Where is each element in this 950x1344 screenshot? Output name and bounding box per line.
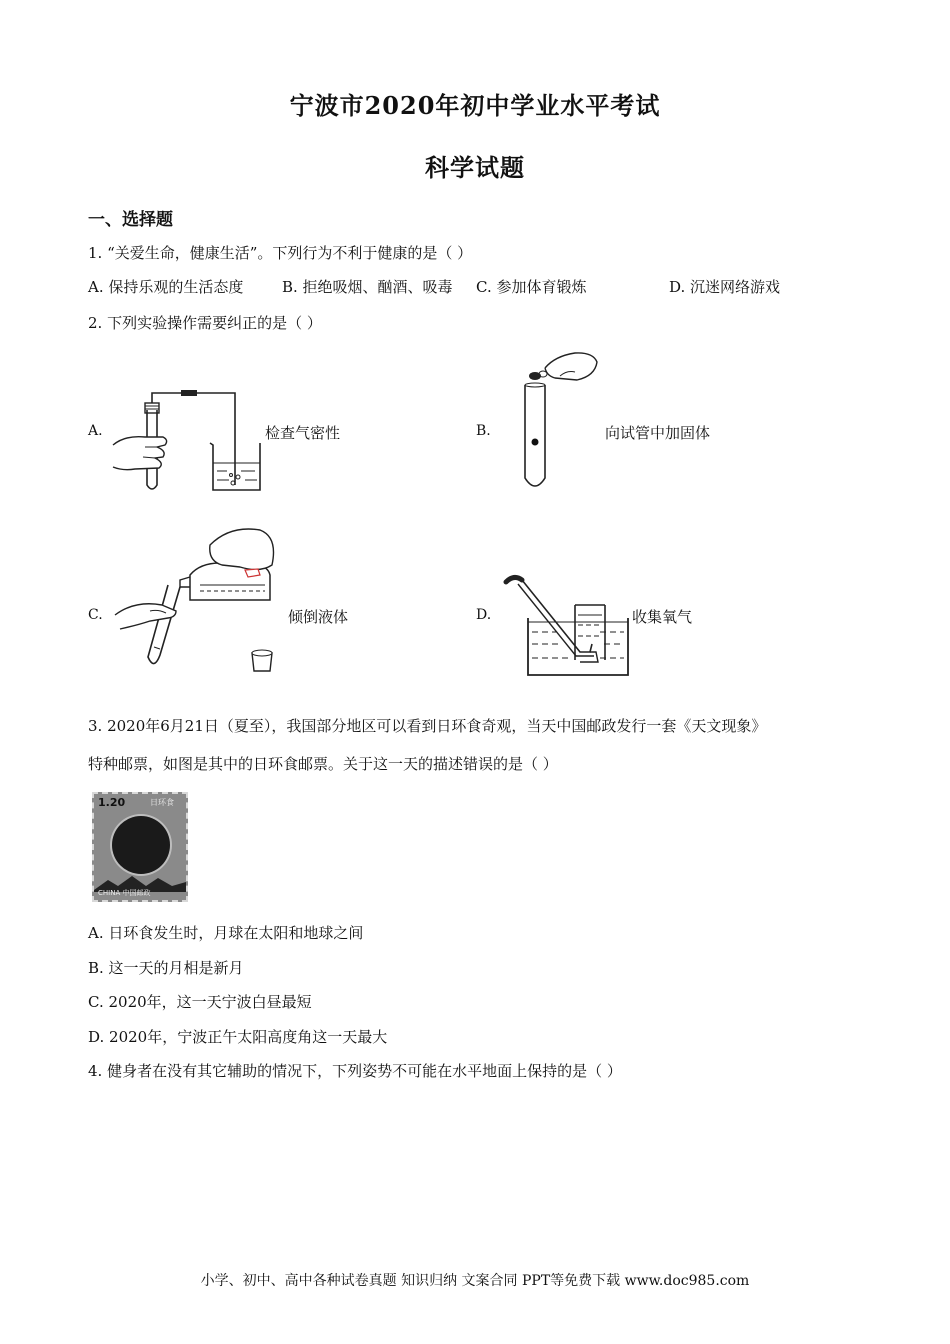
question-2-option-b-caption: 向试管中加固体 <box>605 424 711 442</box>
add-solid-illustration <box>515 348 605 493</box>
question-2-option-c-caption: 倾倒液体 <box>288 608 349 626</box>
exam-subtitle: 科学试题 <box>425 153 525 182</box>
pour-liquid-illustration <box>110 525 280 675</box>
section-heading: 一、选择题 <box>88 210 173 230</box>
stamp-country: CHINA 中国邮政 <box>98 889 151 897</box>
question-1-option-a: A. 保持乐观的生活态度 <box>88 278 244 296</box>
question-2-option-c-letter: C. <box>88 607 103 623</box>
question-3-option-c: C. 2020年，这一天宁波白昼最短 <box>88 993 312 1011</box>
question-2-option-d-letter: D. <box>476 607 492 623</box>
question-3-option-d: D. 2020年，宁波正午太阳高度角这一天最大 <box>88 1028 388 1046</box>
question-2-option-b-letter: B. <box>476 423 491 439</box>
question-2-option-d-caption: 收集氧气 <box>632 608 693 626</box>
question-2-option-a-caption: 检查气密性 <box>265 424 341 442</box>
eclipse-stamp <box>92 792 188 902</box>
airtight-check-illustration <box>105 385 265 500</box>
question-1-option-b: B. 拒绝吸烟、酗酒、吸毒 <box>282 278 453 296</box>
exam-title: 宁波市2020年初中学业水平考试 <box>289 91 661 120</box>
question-4-stem: 4. 健身者在没有其它辅助的情况下，下列姿势不可能在水平地面上保持的是（ ） <box>88 1062 622 1080</box>
eclipse-disc <box>112 816 170 874</box>
question-2-option-a-letter: A. <box>88 423 103 439</box>
collect-oxygen-illustration <box>500 570 630 680</box>
question-3-option-a: A. 日环食发生时，月球在太阳和地球之间 <box>88 924 364 942</box>
page-footer: 小学、初中、高中各种试卷真题 知识归纳 文案合同 PPT等免费下载 www.doc985.com <box>200 1273 750 1289</box>
question-1-option-c: C. 参加体育锻炼 <box>476 278 587 296</box>
question-3-stem-line-2: 特种邮票，如图是其中的日环食邮票。关于这一天的描述错误的是（ ） <box>88 755 558 773</box>
question-3-stem-line-1: 3. 2020年6月21日（夏至），我国部分地区可以看到日环食奇观，当天中国邮政发行一套《天文现象》 <box>88 717 767 735</box>
question-2-stem: 2. 下列实验操作需要纠正的是（ ） <box>88 314 322 332</box>
question-3-option-b: B. 这一天的月相是新月 <box>88 959 244 977</box>
stamp-value: 1.20 <box>98 796 126 809</box>
question-1-stem: 1. “关爱生命，健康生活”。下列行为不利于健康的是（ ） <box>88 244 473 262</box>
question-1-option-d: D. 沉迷网络游戏 <box>669 278 781 296</box>
stamp-corner-text: 日环食 <box>150 798 174 807</box>
